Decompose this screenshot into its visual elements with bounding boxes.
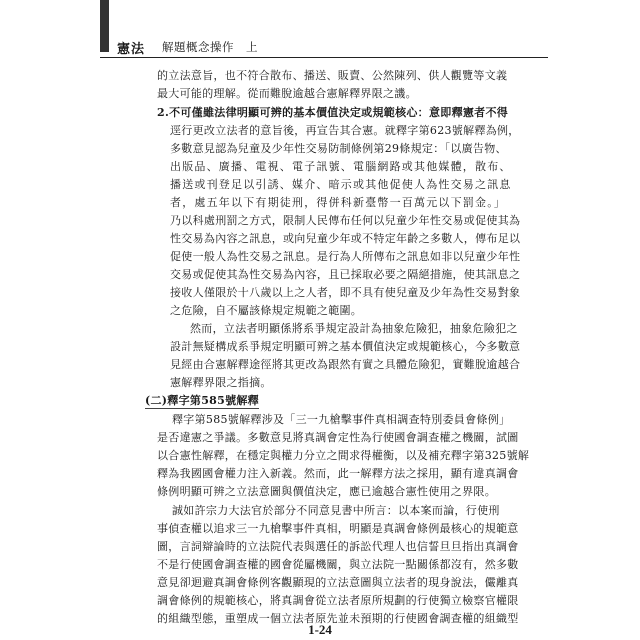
- book-subtitle: 解題概念操作 上: [162, 40, 258, 54]
- text-line: 條例明顯可辨之立法意圖與價值決定，應已逾越合憲性使用之界限。: [157, 485, 496, 498]
- text-line: 誠如許宗力大法官於部分不同意見書中所言：以本案而論，行使刑: [172, 504, 500, 517]
- text-line: 多數意見認為兒童及少年性交易防制條例第29條規定：「以廣告物、: [170, 142, 507, 155]
- text-line: 之危險，自不屬該條規定規範之範圍。: [170, 304, 363, 317]
- text-line: 逕行更改立法者的意旨後，再宣告其合憲。就釋字第623號解釋為例，: [170, 124, 520, 137]
- text-line: 釋為我國國會權力注入新義。然而，此一解釋方法之採用，顯有違真調會: [157, 467, 519, 480]
- page-number: 1-24: [308, 622, 332, 637]
- text-line: 釋字第585號解釋涉及「三一九槍擊事件真相調查特別委員會條例」: [172, 413, 511, 426]
- section-heading: (二)釋字第585號解釋: [145, 394, 259, 407]
- text-line: 是否違憲之爭議。多數意見將真調會定性為行使國會調查權之機關，試圖: [157, 431, 519, 444]
- text-line: 意見卻迴避真調會條例客觀顯現的立法意圖與立法者的現身說法，儼離真: [157, 576, 519, 589]
- text-line: 促使一般人為性交易之訊息。是行為人所傳布之訊息如非以兒童少年性: [170, 250, 521, 263]
- text-line: 的組織型態，重塑成一個立法者原先並未預期的行使國會調查權的組織型: [157, 612, 519, 625]
- text-line: 調會條例的規範核心，將真調會從立法者原所規劃的行使獨立檢察官權限: [157, 594, 519, 607]
- text-line: 性交易為內容之訊息，或向兒童少年或不特定年齡之多數人，傳布足以: [170, 232, 521, 245]
- text-line: 設計無疑構成系爭規定明顯可辨之基本價值決定或規範核心，今多數意: [170, 340, 521, 353]
- quoted-statute-line: 播送或刊登足以引誘、媒介、暗示或其他促使人為性交易之訊息: [170, 178, 512, 191]
- quoted-statute-line: 者，處五年以下有期徒刑，得併科新臺幣一百萬元以下罰金。」: [170, 196, 507, 209]
- text-line: 然而，立法者明顯係將系爭規定設計為抽象危險犯，抽象危險犯之: [190, 322, 518, 335]
- text-line: 交易或促使其為性交易為內容，且已採取必要之隔絕措施，使其訊息之: [170, 268, 521, 281]
- text-line: 圖，言詞辯論時的立法院代表與選任的訴訟代理人也信誓旦旦指出真調會: [157, 540, 519, 553]
- text-line: 見經由合憲解釋途徑將其更改為跟然有實之具體危險犯，實難脫逾越合: [170, 358, 521, 371]
- text-line: 憲解釋界限之指摘。: [170, 376, 272, 389]
- text-line: 的立法意旨，也不符合散布、播送、販賣、公然陳列、供人觀覽等文義: [157, 69, 508, 82]
- text-line: 最大可能的理解。從而難脫逾越合憲解釋界限之譏。: [157, 87, 417, 100]
- text-line: 以合憲性解釋，在穩定與權力分立之間求得權衡，以及補充釋字第325號解: [157, 449, 530, 462]
- numbered-point-heading: 2.不可僅雖法律明顯可辨的基本價值決定或規範核心：意即釋憲者不得: [157, 106, 509, 119]
- quoted-statute-line: 出版品、廣播、電視、電子訊號、電腦網路或其他媒體，散布、: [170, 160, 512, 173]
- text-line: 事偵查權以追求三一九槍擊事件真相，明顯是真調會條例最核心的規範意: [157, 522, 519, 535]
- book-title: 憲法: [117, 42, 146, 57]
- text-line: 不是行使國會調查權的國會從屬機關，與立法院一點關係都沒有，然多數: [157, 558, 519, 571]
- text-line: 乃以科處刑罰之方式，限制人民傳布任何以兒童少年性交易或促使其為: [170, 214, 521, 227]
- text-line: 接收人僅限於十八歲以上之人者，即不具有使兒童及少年為性交易對象: [170, 286, 521, 299]
